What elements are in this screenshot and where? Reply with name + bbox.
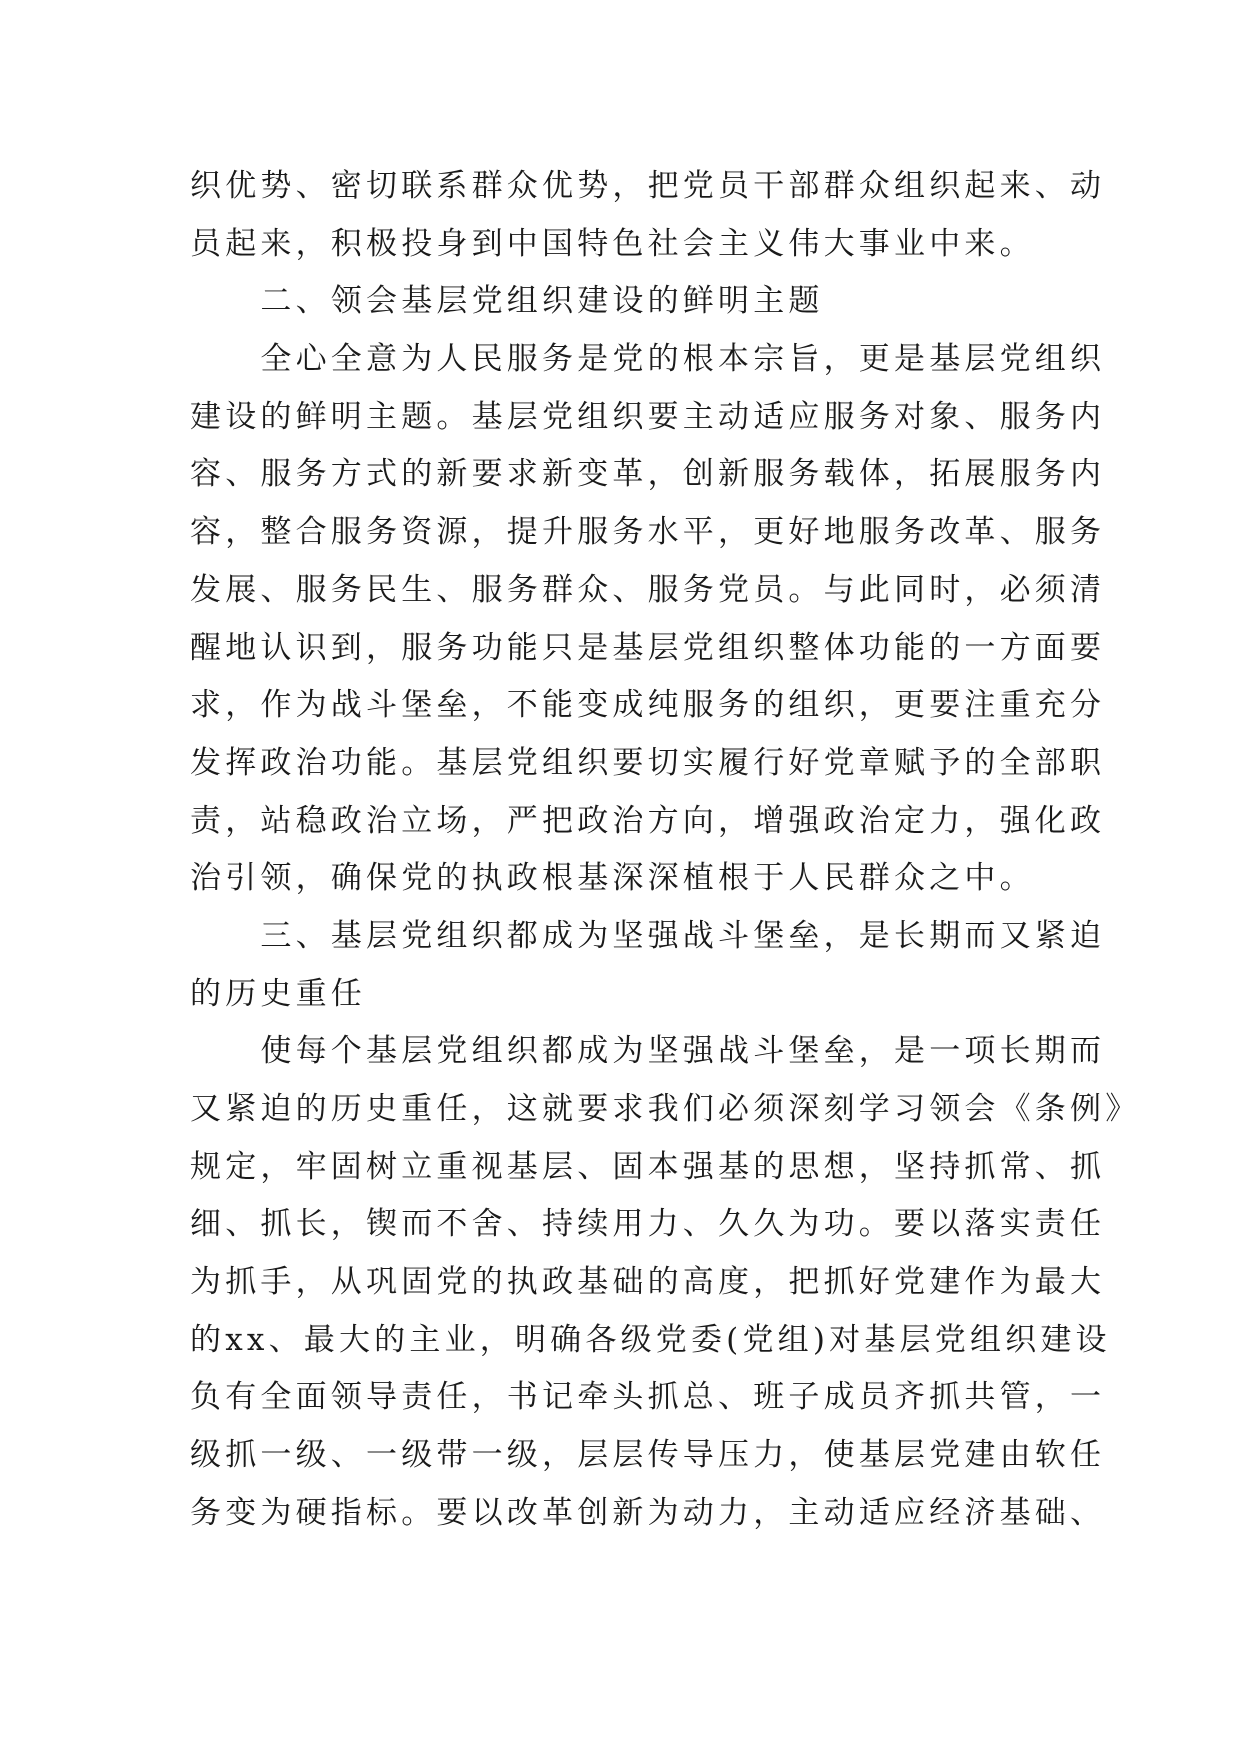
text-line: 级抓一级、一级带一级，层层传导压力，使基层党建由软任	[190, 1437, 1106, 1474]
text-line: 负有全面领导责任，书记牵头抓总、班子成员齐抓共管，一	[190, 1379, 1106, 1416]
text-line: 织优势、密切联系群众优势，把党员干部群众组织起来、动	[190, 168, 1106, 204]
text-line: 员起来，积极投身到中国特色社会主义伟大事业中来。	[190, 225, 1035, 262]
text-line: 发展、服务民生、服务群众、服务党员。与此同时，必须清	[190, 571, 1106, 608]
text-line: 责，站稳政治立场，严把政治方向，增强政治定力，强化政	[190, 802, 1106, 839]
text-line: 细、抓长，锲而不舍、持续用力、久久为功。要以落实责任	[190, 1206, 1106, 1243]
document-body	[190, 158, 1141, 1543]
text-line: 规定，牢固树立重视基层、固本强基的思想，坚持抓常、抓	[190, 1148, 1106, 1185]
text-line: 求，作为战斗堡垒，不能变成纯服务的组织，更要注重充分	[190, 687, 1106, 724]
text-line: 务变为硬指标。要以改革创新为动力，主动适应经济基础、	[190, 1494, 1106, 1531]
text-line: 为抓手，从巩固党的执政基础的高度，把抓好党建作为最大	[190, 1264, 1106, 1301]
text-line: 全心全意为人民服务是党的根本宗旨，更是基层党组织	[190, 341, 1106, 378]
section-heading: 三、基层党组织都成为坚强战斗堡垒，是长期而又紧迫	[190, 917, 1106, 954]
section-heading: 二、领会基层党组织建设的鲜明主题	[190, 283, 824, 320]
text-line: 发挥政治功能。基层党组织要切实履行好党章赋予的全部职	[190, 744, 1106, 781]
text-line: 使每个基层党组织都成为坚强战斗堡垒，是一项长期而	[190, 1033, 1106, 1070]
section-heading: 的历史重任	[190, 975, 366, 1012]
text-line: 的xx、最大的主业，明确各级党委(党组)对基层党组织建设	[190, 1321, 1111, 1358]
text-line: 建设的鲜明主题。基层党组织要主动适应服务对象、服务内	[190, 398, 1106, 435]
text-line: 容，整合服务资源，提升服务水平，更好地服务改革、服务	[190, 514, 1106, 551]
text-line: 容、服务方式的新要求新变革，创新服务载体，拓展服务内	[190, 456, 1106, 493]
text-line: 醒地认识到，服务功能只是基层党组织整体功能的一方面要	[190, 629, 1106, 666]
text-line: 又紧迫的历史重任，这就要求我们必须深刻学习领会《条例》	[190, 1091, 1141, 1127]
text-line: 治引领，确保党的执政根基深深植根于人民群众之中。	[190, 860, 1035, 897]
